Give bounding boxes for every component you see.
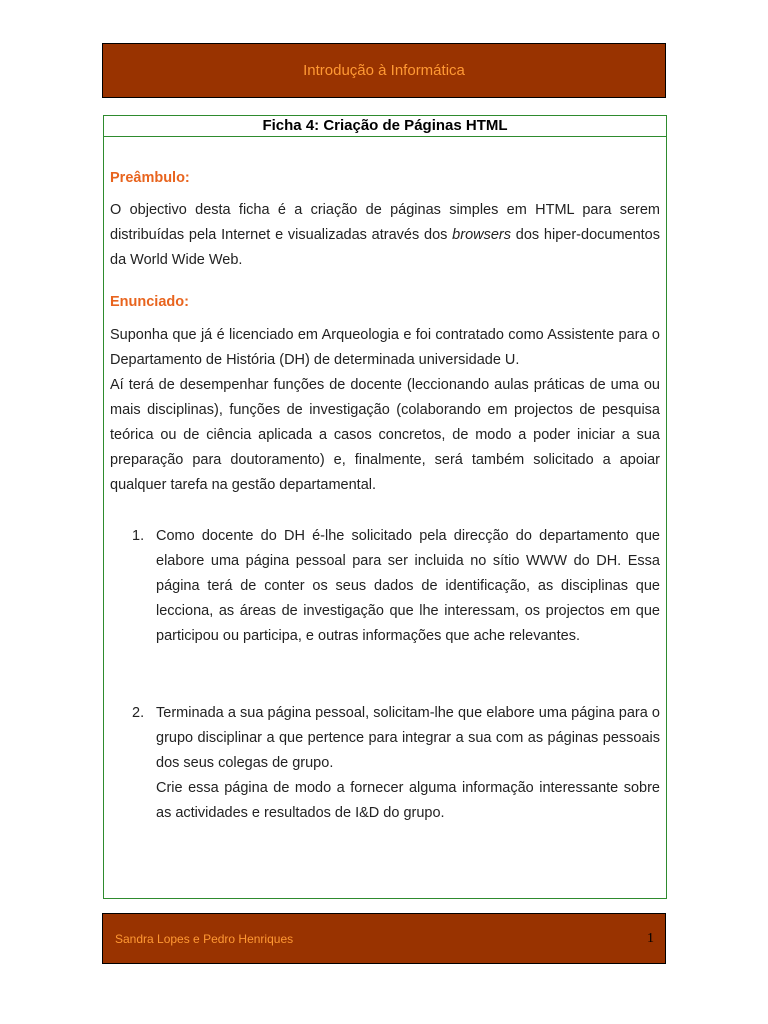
footer-banner xyxy=(102,913,666,964)
header-banner xyxy=(102,43,666,98)
statement-paragraph-2: Aí terá de desempenhar funções de docente (leccionando aulas práticas de uma ou mais disciplinas), funções de investigação (colaborando em projectos de pesquisa teórica ou de ciência aplicada a casos concretos, de modo a poder iniciar a sua preparação para doutoramento) e, finalmente, será também solicitado a apoiar qualquer tarefa na gestão departamental. xyxy=(110,377,660,493)
task-number: 1. xyxy=(132,528,145,544)
task-text xyxy=(156,524,660,649)
course-title: Introdução à Informática xyxy=(303,62,465,79)
task-paragraph: Terminada a sua página pessoal, solicitam-lhe que elabore uma página para o grupo disciplinar a que pertence para integrar a sua com as páginas pessoais dos seus colegas de grupo. xyxy=(156,705,660,771)
task-paragraph: Como docente do DH é-lhe solicitado pela direcção do departamento que elabore uma página pessoal para ser incluida no sítio WWW do DH. Essa página terá de conter os seus dados de identificação, as disciplinas que lecciona, as áreas de investigação que lhe interessam, os projectos em que participou ou participa, e outras informações que ache relevantes. xyxy=(156,528,660,644)
task-paragraph: Crie essa página de modo a fornecer alguma informação interessante sobre as actividades e resultados de I&D do grupo. xyxy=(156,780,660,821)
worksheet-title: Ficha 4: Criação de Páginas HTML xyxy=(104,116,666,137)
page-number: 1 xyxy=(647,931,654,946)
task-number: 2. xyxy=(132,705,145,721)
task-text xyxy=(156,701,660,826)
statement-heading: Enunciado: xyxy=(110,294,189,310)
worksheet-frame xyxy=(103,115,667,899)
preamble-text-start: O objectivo desta ficha é a criação de páginas simples em HTML para serem distribuídas pela Internet e visualizadas através dos xyxy=(110,202,660,243)
preamble-text-end: dos hiper-documentos da World Wide Web. xyxy=(110,227,660,268)
statement-paragraph-1: Suponha que já é licenciado em Arqueologia e foi contratado como Assistente para o Departamento de História (DH) de determinada universidade U. xyxy=(110,327,660,368)
preamble-emphasis: browsers xyxy=(452,227,511,243)
preamble-heading: Preâmbulo: xyxy=(110,170,190,186)
preamble-paragraph xyxy=(110,198,660,273)
footer-authors: Sandra Lopes e Pedro Henriques xyxy=(115,932,294,946)
